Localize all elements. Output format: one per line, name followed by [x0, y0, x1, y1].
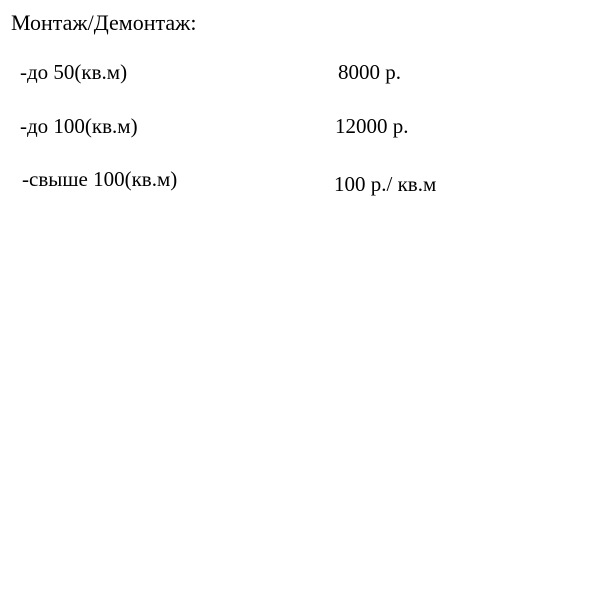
- price-row-value: 8000 р.: [338, 60, 401, 84]
- price-row-label: -до 50(кв.м): [20, 60, 128, 84]
- price-row-label: -до 100(кв.м): [20, 114, 138, 138]
- price-row-label: -свыше 100(кв.м): [22, 167, 178, 191]
- page-title: Монтаж/Демонтаж:: [11, 10, 197, 35]
- price-row-value: 100 р./ кв.м: [334, 172, 437, 196]
- price-row-value: 12000 р.: [335, 114, 409, 138]
